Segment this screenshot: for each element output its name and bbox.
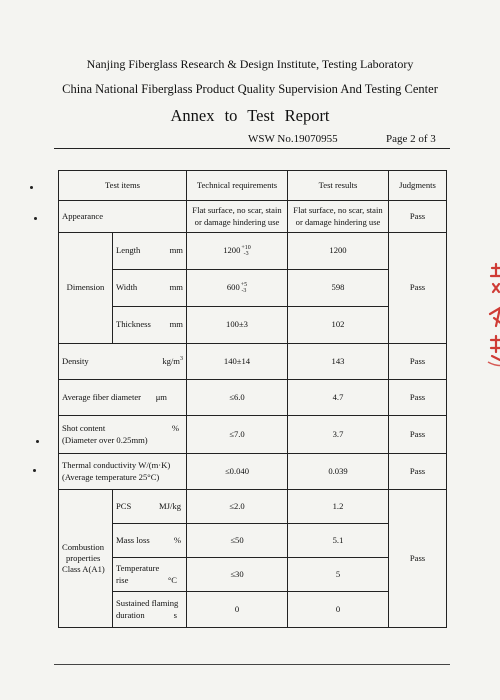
length-item: Length mm (113, 233, 187, 270)
table-row-mass-loss (59, 524, 447, 558)
table-row-thermal-conductivity (59, 454, 447, 490)
test-results-table (58, 170, 447, 628)
scan-speck (34, 217, 37, 220)
density-result: 143 (288, 344, 389, 380)
fiber-requirement: ≤6.0 (187, 380, 288, 416)
table-row-pcs (59, 490, 447, 524)
fiber-judgment: Pass (389, 380, 447, 416)
thermal-judgment: Pass (389, 454, 447, 490)
col-judgments: Judgments (389, 171, 447, 201)
thickness-item: Thickness mm (113, 307, 187, 344)
combustion-judgment: Pass (389, 490, 447, 628)
sustained-flaming-requirement: 0 (187, 592, 288, 628)
scan-speck (33, 469, 36, 472)
pcs-item: PCS MJ/kg (113, 490, 187, 524)
table-row-sustained-flaming (59, 592, 447, 628)
fiber-result: 4.7 (288, 380, 389, 416)
thickness-result: 102 (288, 307, 389, 344)
lab-name: Nanjing Fiberglass Research & Design Institute, Testing Laboratory (86, 57, 414, 71)
shot-item: Shot content % (Diameter over 0.25mm) (59, 416, 187, 454)
mass-loss-result: 5.1 (288, 524, 389, 558)
density-item: Density $kg/m^3$ (59, 344, 187, 380)
temperature-rise-result: 5 (288, 558, 389, 592)
pcs-result: 1.2 (288, 490, 389, 524)
thermal-result: 0.039 (288, 454, 389, 490)
fiber-item: Average fiber diameter μm (59, 380, 187, 416)
page-title: Annex to Test Report (170, 106, 330, 125)
shot-judgment: Pass (389, 416, 447, 454)
appearance-judgment: Pass (389, 201, 447, 233)
combustion-group-label: Combustion properties Class A(A1) (59, 490, 113, 628)
thickness-requirement: 100±3 (187, 307, 288, 344)
col-technical-requirements: Technical requirements (187, 171, 288, 201)
temperature-rise-requirement: ≤30 (187, 558, 288, 592)
thermal-item: Thermal conductivity W/(m·K) (Average temperature 25°C) (59, 454, 187, 490)
table-row-length (59, 233, 447, 270)
shot-result: 3.7 (288, 416, 389, 454)
table-row-temperature-rise (59, 558, 447, 592)
table-header-row (59, 171, 447, 201)
scan-speck (36, 440, 39, 443)
table-row-fiber-diameter (59, 380, 447, 416)
table-row-appearance (59, 201, 447, 233)
red-seal-fragment (486, 262, 500, 372)
mass-loss-requirement: ≤50 (187, 524, 288, 558)
sustained-flaming-item: Sustained flaming duration s (113, 592, 187, 628)
density-requirement: 140±14 (187, 344, 288, 380)
footer-divider (54, 664, 450, 665)
shot-requirement: ≤7.0 (187, 416, 288, 454)
width-requirement: 600 +5 -3 (187, 270, 288, 307)
thermal-requirement: ≤0.040 (187, 454, 288, 490)
col-test-items: Test items (59, 171, 187, 201)
sustained-flaming-result: 0 (288, 592, 389, 628)
appearance-item: Appearance (59, 201, 187, 233)
length-result: 1200 (288, 233, 389, 270)
length-requirement: 1200 +10 -3 (187, 233, 288, 270)
header-divider (54, 148, 450, 149)
pcs-requirement: ≤2.0 (187, 490, 288, 524)
center-name: China National Fiberglass Product Quality Supervision And Testing Center (62, 82, 438, 96)
table-row-width (59, 270, 447, 307)
temperature-rise-item: Temperature rise °C (113, 558, 187, 592)
mass-loss-item: Mass loss % (113, 524, 187, 558)
appearance-requirement: Flat surface, no scar, stain or damage hindering use (187, 201, 288, 233)
dimension-group-label: Dimension (59, 233, 113, 344)
col-test-results: Test results (288, 171, 389, 201)
appearance-result: Flat surface, no scar, stain or damage hindering use (288, 201, 389, 233)
report-number: WSW No.19070955 (248, 133, 338, 145)
dimension-judgment: Pass (389, 233, 447, 344)
table-row-density (59, 344, 447, 380)
width-result: 598 (288, 270, 389, 307)
width-item: Width mm (113, 270, 187, 307)
table-row-thickness (59, 307, 447, 344)
table-row-shot-content (59, 416, 447, 454)
page-number: Page 2 of 3 (386, 133, 436, 145)
density-judgment: Pass (389, 344, 447, 380)
scan-speck (30, 186, 33, 189)
